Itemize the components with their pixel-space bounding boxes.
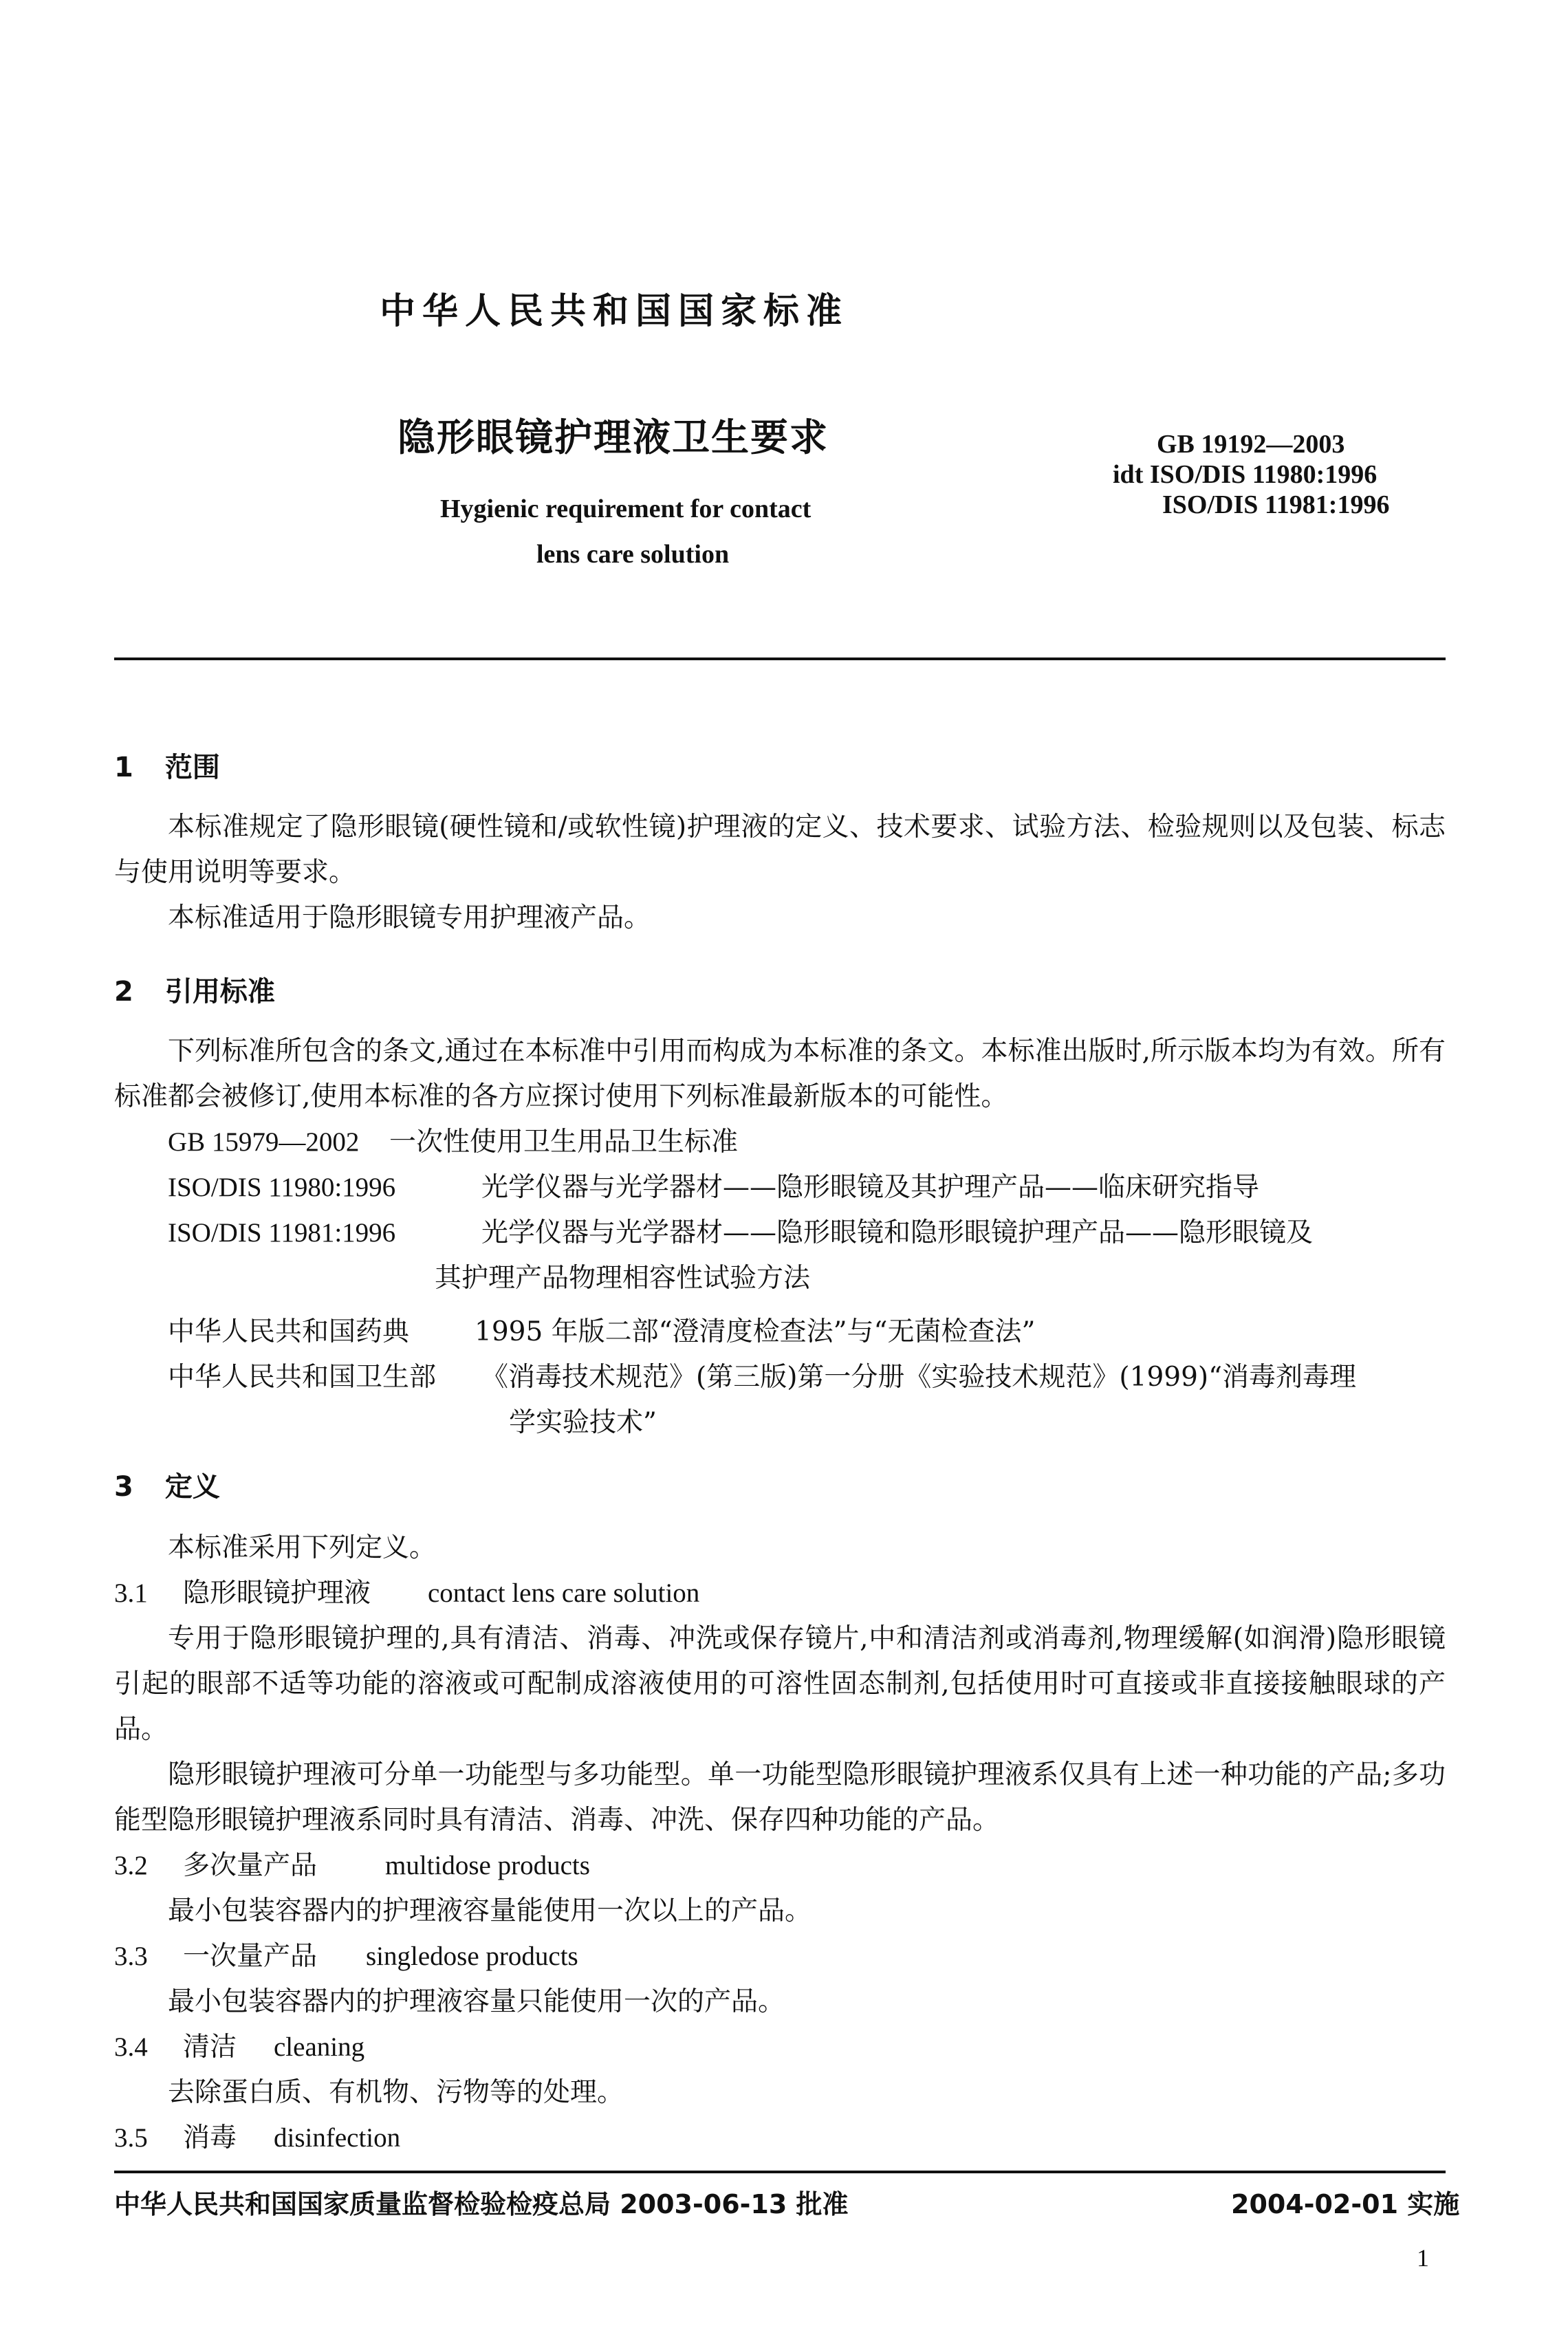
definition-heading bbox=[114, 2025, 365, 2070]
reference-row bbox=[168, 1309, 1036, 1355]
standard-code: GB 19192—2003 bbox=[1157, 430, 1345, 459]
section-number: 2 bbox=[114, 976, 133, 1008]
section-number: 3 bbox=[114, 1471, 133, 1503]
paragraph: 下列标准所包含的条文,通过在本标准中引用而构成为本标准的条文。本标准出版时,所示版本均为有效。所有标准都会被修订,使用本标准的各方应探讨使用下列标准最新版本的可能性。 bbox=[114, 1036, 1446, 1112]
definition-term-en: contact lens care solution bbox=[428, 1578, 700, 1608]
effective-date: 2004-02-01 实施 bbox=[1231, 2189, 1460, 2219]
section-2-heading bbox=[114, 970, 275, 1009]
definition-heading bbox=[114, 1934, 578, 1979]
definition-number: 3.2 bbox=[114, 1851, 148, 1880]
definition-heading bbox=[114, 1571, 700, 1616]
definition-number: 3.3 bbox=[114, 1942, 148, 1971]
reference-row bbox=[168, 1120, 739, 1165]
document-title-en-line2: lens care solution bbox=[536, 540, 730, 569]
paragraph: 隐形眼镜护理液可分单一功能型与多功能型。单一功能型隐形眼镜护理液系仅具有上述一种功能的产品;多功能型隐形眼镜护理液系同时具有清洁、消毒、冲洗、保存四种功能的产品。 bbox=[114, 1759, 1446, 1836]
national-standard-heading: 中华人民共和国国家标准 bbox=[380, 291, 849, 332]
reference-title: 1995 年版二部“澄清度检查法”与“无菌检查法” bbox=[475, 1316, 1036, 1347]
reference-title-continued: 学实验技术” bbox=[509, 1407, 657, 1438]
definition-heading bbox=[114, 2116, 401, 2161]
reference-title: 一次性使用卫生用品卫生标准 bbox=[389, 1127, 739, 1157]
section-3-heading bbox=[114, 1465, 220, 1504]
reference-row bbox=[168, 1355, 1357, 1400]
section-title: 范围 bbox=[164, 752, 220, 783]
paragraph: 去除蛋白质、有机物、污物等的处理。 bbox=[168, 2077, 624, 2108]
paragraph: 最小包装容器内的护理液容量只能使用一次的产品。 bbox=[168, 1986, 785, 2017]
reference-row bbox=[168, 1165, 1260, 1210]
definition-heading bbox=[114, 1843, 590, 1889]
reference-title: 光学仪器与光学器材——隐形眼镜和隐形眼镜护理产品——隐形眼镜及 bbox=[481, 1217, 1314, 1248]
reference-title: 光学仪器与光学器材——隐形眼镜及其护理产品——临床研究指导 bbox=[481, 1172, 1260, 1203]
footer-rule bbox=[114, 2171, 1446, 2173]
header-rule bbox=[114, 657, 1446, 660]
iso-standard: ISO/DIS 11981:1996 bbox=[1162, 490, 1390, 519]
reference-standard: 中华人民共和国卫生部 bbox=[168, 1362, 437, 1393]
definition-number: 3.4 bbox=[114, 2032, 148, 2062]
paragraph: 本标准适用于隐形眼镜专用护理液产品。 bbox=[168, 902, 651, 933]
reference-title: 《消毒技术规范》(第三版)第一分册《实验技术规范》(1999)“消毒剂毒理 bbox=[481, 1362, 1357, 1393]
reference-title-continued: 其护理产品物理相容性试验方法 bbox=[435, 1263, 811, 1294]
paragraph: 专用于隐形眼镜护理的,具有清洁、消毒、冲洗或保存镜片,中和清洁剂或消毒剂,物理缓解(如润滑)隐形眼镜引起的眼部不适等功能的溶液或可配制成溶液使用的可溶性固态制剂,包括使用时可直接或非直接接触眼球的产品。 bbox=[114, 1623, 1446, 1745]
reference-standard: ISO/DIS 11981:1996 bbox=[168, 1218, 396, 1248]
paragraph: 最小包装容器内的护理液容量能使用一次以上的产品。 bbox=[168, 1895, 812, 1926]
reference-row bbox=[168, 1210, 1314, 1256]
reference-standard: ISO/DIS 11980:1996 bbox=[168, 1173, 396, 1202]
definition-term-en: singledose products bbox=[366, 1942, 578, 1971]
reference-standard: GB 15979—2002 bbox=[168, 1127, 360, 1157]
definition-term-en: multidose products bbox=[385, 1851, 590, 1880]
issuing-authority: 中华人民共和国国家质量监督检验检疫总局 2003-06-13 批准 bbox=[114, 2189, 849, 2219]
section-title: 引用标准 bbox=[164, 976, 275, 1008]
definition-term-en: disinfection bbox=[274, 2123, 401, 2153]
section-title: 定义 bbox=[164, 1471, 220, 1503]
paragraph: 本标准规定了隐形眼镜(硬性镜和/或软性镜)护理液的定义、技术要求、试验方法、检验规则以及包装、标志与使用说明等要求。 bbox=[114, 812, 1446, 888]
definition-number: 3.5 bbox=[114, 2123, 148, 2153]
definition-term-cn: 消毒 bbox=[183, 2122, 237, 2153]
section-1-heading bbox=[114, 746, 220, 785]
paragraph: 本标准采用下列定义。 bbox=[168, 1532, 437, 1563]
document-title-en-line1: Hygienic requirement for contact bbox=[440, 494, 812, 523]
definition-term-cn: 隐形眼镜护理液 bbox=[183, 1578, 371, 1609]
idt-standard: idt ISO/DIS 11980:1996 bbox=[1113, 460, 1378, 489]
definition-term-cn: 多次量产品 bbox=[183, 1850, 318, 1881]
definition-term-cn: 清洁 bbox=[183, 2032, 237, 2063]
reference-standard: 中华人民共和国药典 bbox=[168, 1316, 410, 1347]
definition-number: 3.1 bbox=[114, 1578, 148, 1608]
definition-term-en: cleaning bbox=[274, 2032, 365, 2062]
definition-term-cn: 一次量产品 bbox=[183, 1941, 318, 1972]
section-number: 1 bbox=[114, 752, 133, 783]
document-title-cn: 隐形眼镜护理液卫生要求 bbox=[398, 415, 829, 459]
page-number: 1 bbox=[1417, 2244, 1429, 2272]
